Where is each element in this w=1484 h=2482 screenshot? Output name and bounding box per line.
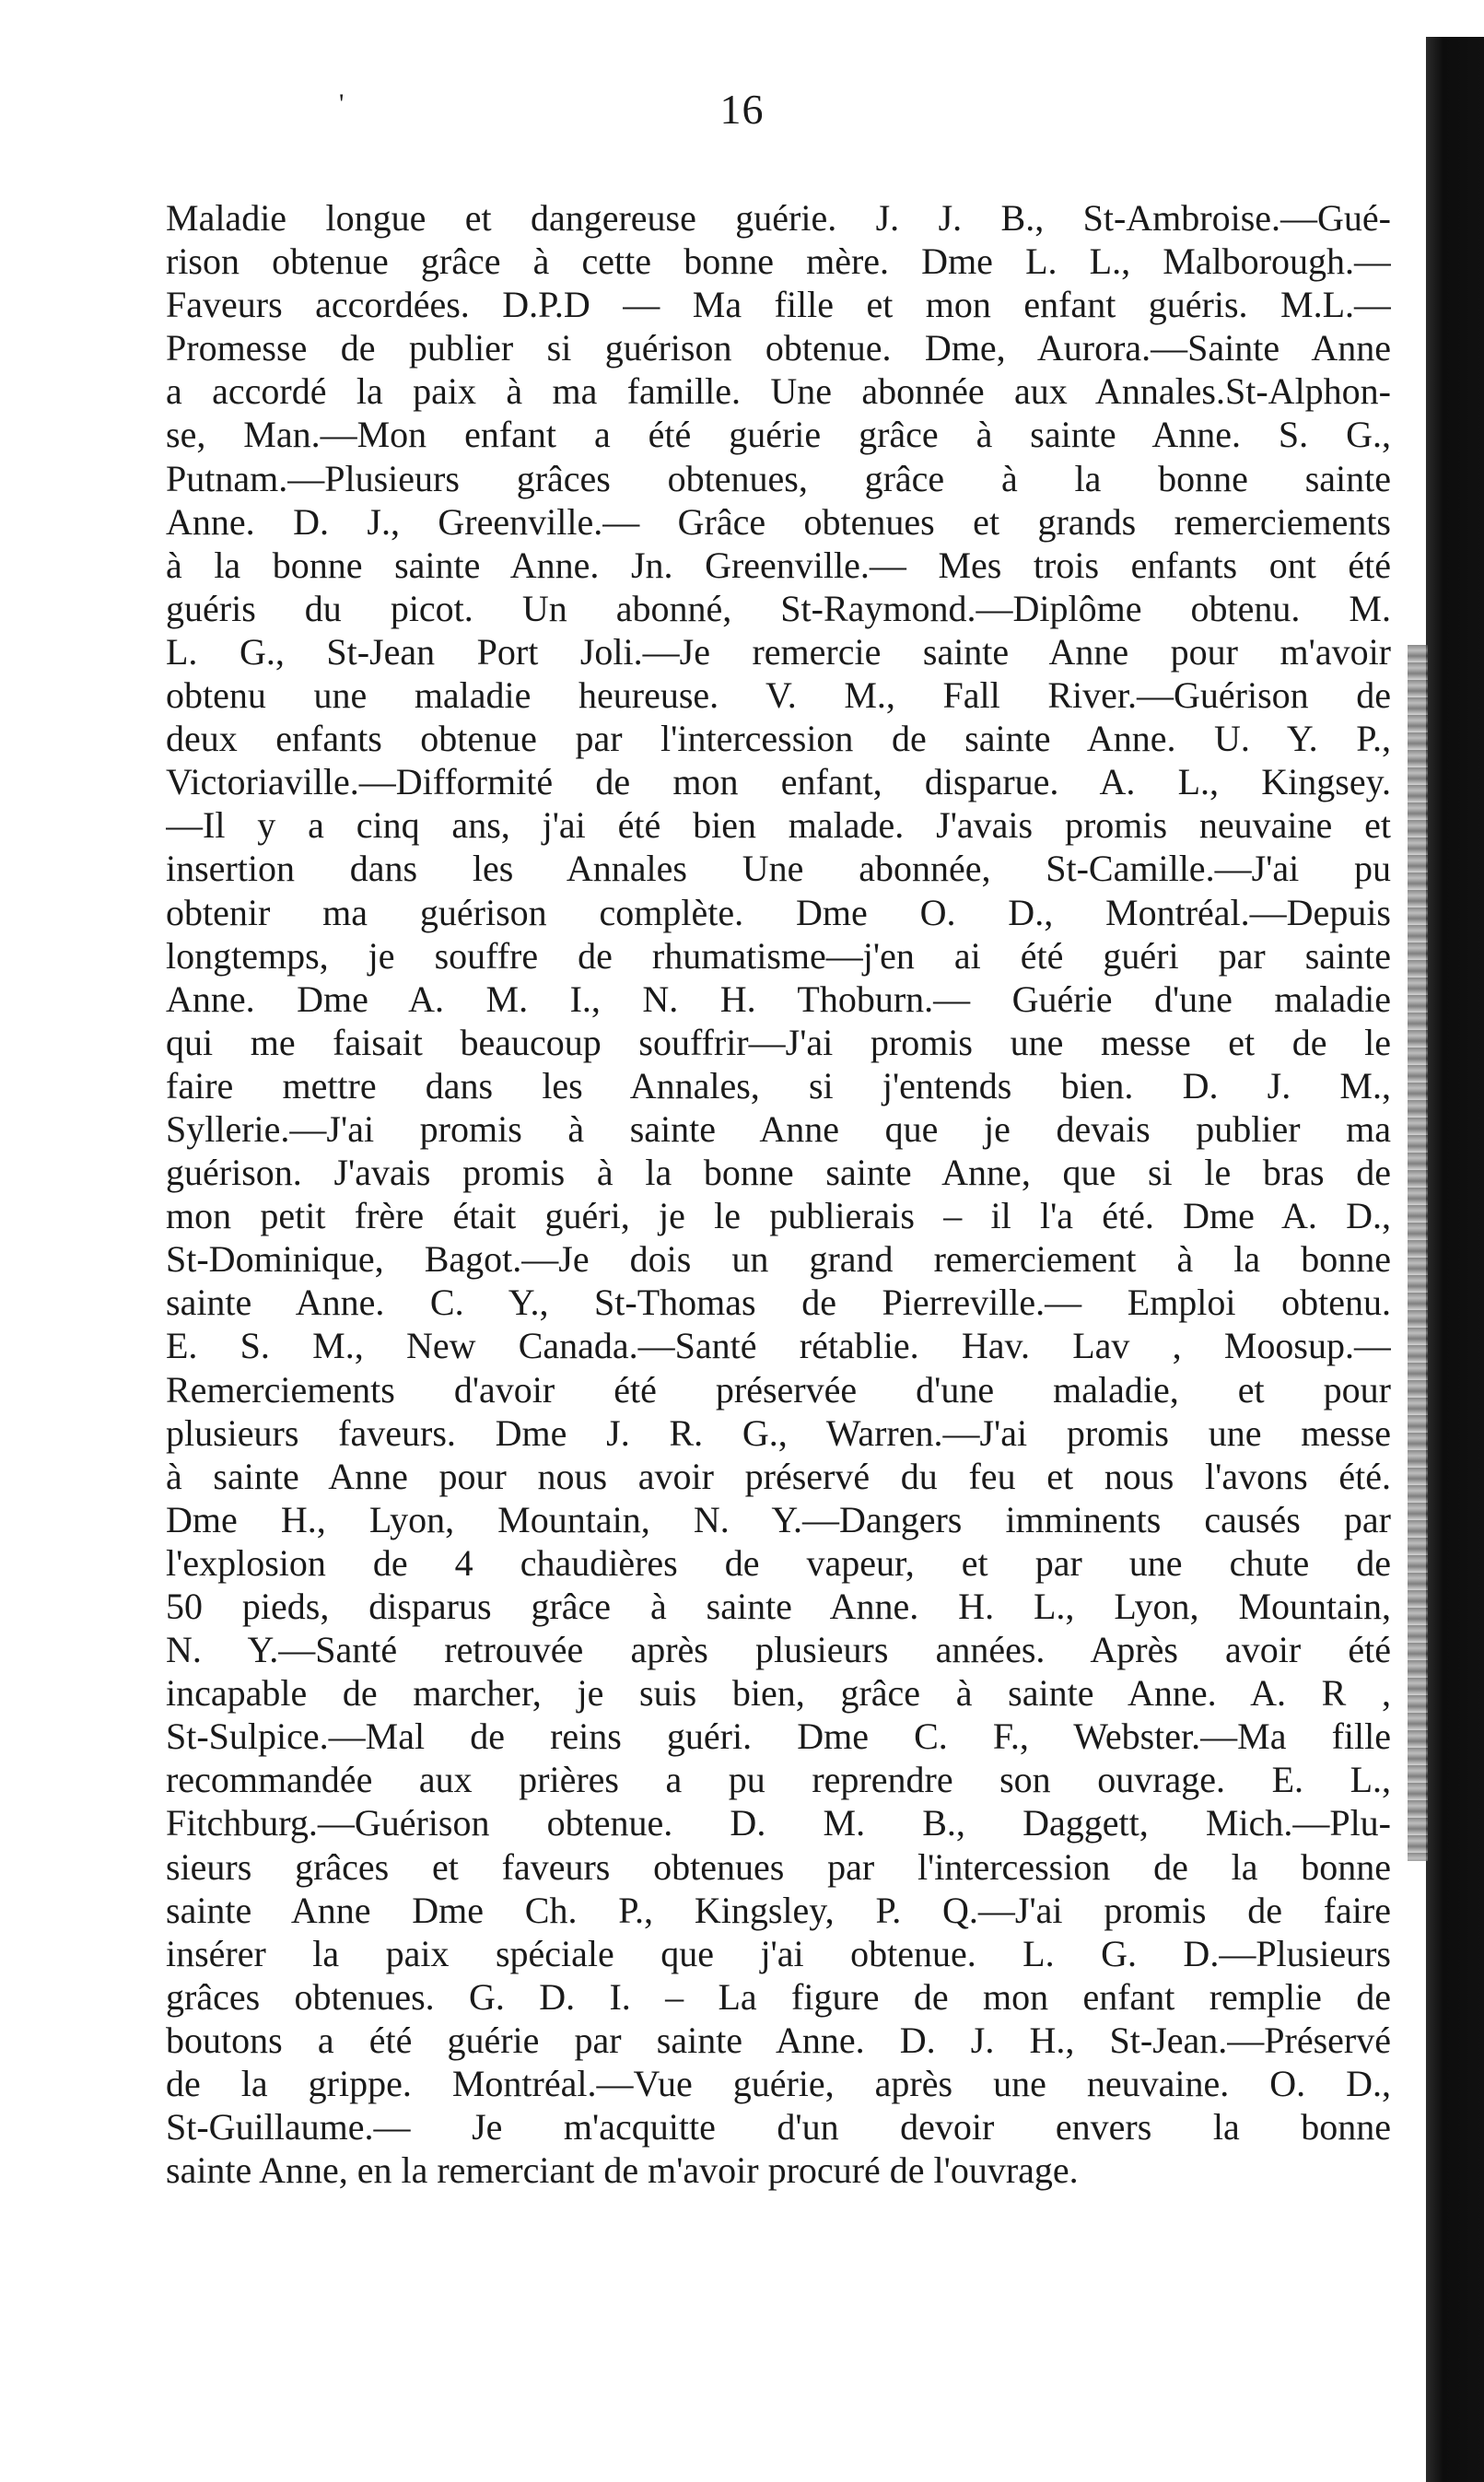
- text-line: Maladie longue et dangereuse guérie. J. J. B., St-Ambroise.—Gué-: [166, 197, 1391, 239]
- text-line: longtemps, je souffre de rhumatisme—j'en ai été guéri par sainte: [166, 934, 1391, 977]
- text-line: Fitchburg.—Guérison obtenue. D. M. B., Daggett, Mich.—Plu-: [166, 1802, 1391, 1844]
- text-line: 50 pieds, disparus grâce à sainte Anne. H. L., Lyon, Mountain,: [166, 1586, 1391, 1627]
- text-line: sainte Anne. C. Y., St-Thomas de Pierreville.— Emploi obtenu.: [166, 1282, 1391, 1324]
- binding-shadow: [1408, 645, 1428, 1861]
- text-line: N. Y.—Santé retrouvée après plusieurs années. Après avoir été: [166, 1629, 1391, 1671]
- text-line: E. S. M., New Canada.—Santé rétablie. Hav. Lav , Moosup.—: [166, 1325, 1391, 1367]
- text-line: —Il y a cinq ans, j'ai été bien malade. J'avais promis neuvaine et: [166, 804, 1391, 847]
- text-line: deux enfants obtenue par l'intercession de sainte Anne. U. Y. P.,: [166, 718, 1391, 760]
- text-line: guéris du picot. Un abonné, St-Raymond.—Diplôme obtenu. M.: [166, 587, 1391, 629]
- text-line: Syllerie.—J'ai promis à sainte Anne que je devais publier ma: [166, 1107, 1391, 1150]
- text-line: recommandée aux prières a pu reprendre son ouvrage. E. L.,: [166, 1759, 1391, 1801]
- text-line: obtenu une maladie heureuse. V. M., Fall River.—Guérison de: [166, 674, 1391, 717]
- text-line: se, Man.—Mon enfant a été guérie grâce à sainte Anne. S. G.,: [166, 414, 1391, 456]
- text-line: rison obtenue grâce à cette bonne mère. Dme L. L., Malborough.—: [166, 240, 1391, 283]
- text-line: obtenir ma guérison complète. Dme O. D., Montréal.—Depuis: [166, 891, 1391, 933]
- stray-print-mark: ': [339, 88, 345, 119]
- text-line: qui me faisait beaucoup souffrir—J'ai promis une messe et de le: [166, 1021, 1391, 1063]
- text-line: grâces obtenues. G. D. I. – La figure de mon enfant remplie de: [166, 1975, 1391, 2018]
- text-line: insertion dans les Annales Une abonnée, St-Camille.—J'ai pu: [166, 848, 1391, 890]
- text-line: mon petit frère était guéri, je le publierais – il l'a été. Dme A. D.,: [166, 1195, 1391, 1237]
- text-line: L. G., St-Jean Port Joli.—Je remercie sainte Anne pour m'avoir: [166, 630, 1391, 673]
- page-number: 16: [719, 86, 765, 133]
- text-line: l'explosion de 4 chaudières de vapeur, et par une chute de: [166, 1541, 1391, 1584]
- text-line: sainte Anne Dme Ch. P., Kingsley, P. Q.—J'ai promis de faire: [166, 1889, 1391, 1931]
- text-line: Faveurs accordées. D.P.D — Ma fille et mon enfant guéris. M.L.—: [166, 284, 1391, 326]
- book-binding-edge: [1426, 37, 1484, 2482]
- text-line: Dme H., Lyon, Mountain, N. Y.—Dangers imminents causés par: [166, 1498, 1391, 1540]
- text-line: plusieurs faveurs. Dme J. R. G., Warren.—J'ai promis une messe: [166, 1411, 1391, 1454]
- text-line: incapable de marcher, je suis bien, grâce à sainte Anne. A. R ,: [166, 1672, 1391, 1715]
- text-line: de la grippe. Montréal.—Vue guérie, après une neuvaine. O. D.,: [166, 2063, 1391, 2105]
- text-line: Remerciements d'avoir été préservée d'une maladie, et pour: [166, 1368, 1391, 1411]
- text-line: Promesse de publier si guérison obtenue. Dme, Aurora.—Sainte Anne: [166, 327, 1391, 369]
- text-line: St-Dominique, Bagot.—Je dois un grand remerciement à la bonne: [166, 1238, 1391, 1281]
- text-line: St-Sulpice.—Mal de reins guéri. Dme C. F., Webster.—Ma fille: [166, 1715, 1391, 1758]
- text-line: Victoriaville.—Difformité de mon enfant, disparue. A. L., Kingsey.: [166, 761, 1391, 803]
- text-line: sieurs grâces et faveurs obtenues par l'intercession de la bonne: [166, 1845, 1391, 1888]
- text-line: Anne. D. J., Greenville.— Grâce obtenues et grands remerciements: [166, 500, 1391, 543]
- text-line: à la bonne sainte Anne. Jn. Greenville.— Mes trois enfants ont été: [166, 544, 1391, 586]
- body-text: [166, 196, 1391, 2192]
- text-line: insérer la paix spéciale que j'ai obtenue. L. G. D.—Plusieurs: [166, 1932, 1391, 1974]
- text-line: Anne. Dme A. M. I., N. H. Thoburn.— Guérie d'une maladie: [166, 978, 1391, 1020]
- text-line: à sainte Anne pour nous avoir préservé du feu et nous l'avons été.: [166, 1455, 1391, 1497]
- text-line: faire mettre dans les Annales, si j'entends bien. D. J. M.,: [166, 1064, 1391, 1106]
- text-line: sainte Anne, en la remerciant de m'avoir procuré de l'ouvrage.: [166, 2149, 1079, 2192]
- text-line: guérison. J'avais promis à la bonne sainte Anne, que si le bras de: [166, 1152, 1391, 1194]
- text-line: Putnam.—Plusieurs grâces obtenues, grâce à la bonne sainte: [166, 457, 1391, 499]
- text-line: a accordé la paix à ma famille. Une abonnée aux Annales.St-Alphon-: [166, 370, 1391, 413]
- text-line: St-Guillaume.— Je m'acquitte d'un devoir envers la bonne: [166, 2106, 1391, 2148]
- text-line: boutons a été guérie par sainte Anne. D. J. H., St-Jean.—Préservé: [166, 2019, 1391, 2061]
